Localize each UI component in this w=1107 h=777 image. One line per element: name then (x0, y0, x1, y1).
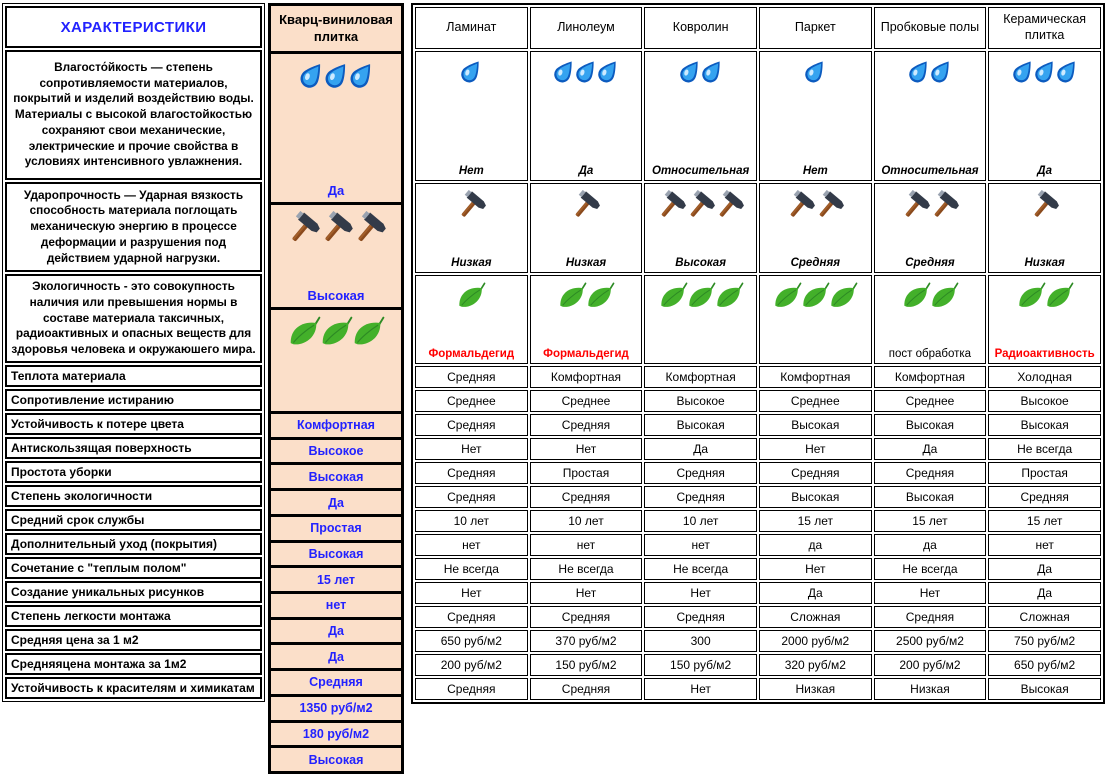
material-rating-cell (988, 275, 1101, 364)
rating-icon-stack (876, 58, 985, 86)
quartz-value-row (270, 644, 403, 670)
material-value-cell: Не всегда (874, 558, 987, 580)
quartz-value-row (270, 541, 403, 567)
material-rating-cell (644, 275, 757, 364)
rating-icon-stack (532, 58, 641, 86)
quartz-value-cell: Высокая (270, 464, 403, 490)
material-value-cell: Высокая (874, 486, 987, 508)
characteristic-row (5, 605, 262, 627)
water-drop-icon (1033, 58, 1057, 86)
material-value-cell: 650 руб/м2 (415, 630, 528, 652)
material-value-cell: Средняя (644, 486, 757, 508)
material-value-cell: Не всегда (988, 438, 1101, 460)
quartz-value-row (270, 721, 403, 747)
material-value-cell: Средняя (759, 462, 872, 484)
materials-value-row (415, 438, 1101, 460)
water-drop-icon (323, 60, 350, 92)
characteristic-label: Сопротивление истиранию (5, 389, 262, 411)
characteristic-label: Устойчивость к потере цвета (5, 413, 262, 435)
material-value-cell: Высокая (759, 414, 872, 436)
rating-icon-stack (417, 190, 526, 221)
quartz-value-row (270, 670, 403, 696)
material-rating-cell (988, 183, 1101, 273)
rating-label: Высокая (307, 288, 365, 304)
characteristic-label: Сочетание с "теплым полом" (5, 557, 262, 579)
material-value-cell: нет (644, 534, 757, 556)
rating-label: Да (1037, 165, 1052, 177)
water-drop-icon (596, 58, 620, 86)
hammer-icon (456, 190, 487, 221)
column-header-material: Керамическая плитка (988, 7, 1101, 49)
leaf-icon (714, 282, 744, 310)
water-drop-icon (907, 58, 931, 86)
column-header-quartz: Кварц-виниловая плитка (270, 5, 403, 53)
hammer-icon (1029, 190, 1060, 221)
materials-rating-row (415, 183, 1101, 273)
rating-icon-stack (876, 282, 985, 310)
quartz-value-row (270, 618, 403, 644)
hammer-icon (319, 211, 354, 246)
material-value-cell: 650 руб/м2 (988, 654, 1101, 676)
material-value-cell: Средняя (530, 486, 643, 508)
quartz-value-cell: Высокая (270, 541, 403, 567)
hammer-icon (814, 190, 845, 221)
characteristic-row (5, 509, 262, 531)
characteristic-label: Создание уникальных рисунков (5, 581, 262, 603)
rating-label: Средняя (790, 257, 841, 269)
hammer-icon (656, 190, 687, 221)
material-value-cell: Нет (759, 438, 872, 460)
materials-value-row (415, 366, 1101, 388)
rating-icon-stack (761, 190, 870, 221)
water-drop-icon (678, 58, 702, 86)
quartz-value-cell: 15 лет (270, 567, 403, 593)
material-value-cell: Нет (874, 582, 987, 604)
quartz-value-cell: Да (270, 644, 403, 670)
characteristic-description: Влагосто́йкость — степень сопротивляемости материалов, покрытий и изделий воздействию воды. Материалы с высокой влагостойкостью сохраняют свои механические, электрические и прочие свойства в условиях интенсивного увлажнения. (5, 50, 262, 180)
characteristic-label: Средняяцена монтажа за 1м2 (5, 653, 262, 675)
quartz-value-cell: Да (270, 490, 403, 516)
material-value-cell: Низкая (874, 678, 987, 700)
hammer-icon (286, 211, 321, 246)
quartz-rating-cell (270, 53, 403, 204)
characteristic-label: Простота уборки (5, 461, 262, 483)
material-value-cell: 300 (644, 630, 757, 652)
leaf-icon (828, 282, 858, 310)
material-value-cell: Сложная (988, 606, 1101, 628)
materials-value-row (415, 534, 1101, 556)
rating-icon-stack (761, 282, 870, 310)
quartz-value-row (270, 515, 403, 541)
rating-label: Формальдегид (543, 348, 629, 360)
materials-value-row (415, 630, 1101, 652)
material-rating-cell (874, 275, 987, 364)
characteristic-row (5, 485, 262, 507)
water-drop-icon (700, 58, 724, 86)
quartz-value-row (270, 464, 403, 490)
leaf-icon (686, 282, 716, 310)
characteristic-label: Антискользящая поверхность (5, 437, 262, 459)
quartz-rating-cell (270, 309, 403, 413)
material-value-cell: нет (415, 534, 528, 556)
material-value-cell: Да (644, 438, 757, 460)
characteristic-label: Устойчивость к красителям и химикатам (5, 677, 262, 699)
rating-icon-stack (532, 282, 641, 310)
material-value-cell: Средняя (874, 606, 987, 628)
rating-icon-stack (417, 282, 526, 310)
leaf-icon (1044, 282, 1074, 310)
quartz-value-row (270, 695, 403, 721)
quartz-value-cell: 180 руб/м2 (270, 721, 403, 747)
material-rating-cell (415, 183, 528, 273)
material-value-cell: Да (759, 582, 872, 604)
leaf-icon (929, 282, 959, 310)
column-header-material: Паркет (759, 7, 872, 49)
material-value-cell: Средняя (415, 462, 528, 484)
water-drop-icon (348, 60, 375, 92)
characteristics-table (2, 3, 265, 702)
hammer-icon (714, 190, 745, 221)
material-rating-cell (874, 183, 987, 273)
page-title: ХАРАКТЕРИСТИКИ (5, 6, 262, 48)
material-value-cell: 15 лет (759, 510, 872, 532)
leaf-icon (901, 282, 931, 310)
rating-label: Да (327, 183, 345, 199)
water-drop-icon (1011, 58, 1035, 86)
material-value-cell: Сложная (759, 606, 872, 628)
quartz-value-row (270, 490, 403, 516)
material-value-cell: да (874, 534, 987, 556)
materials-rating-row (415, 51, 1101, 181)
material-value-cell: Холодная (988, 366, 1101, 388)
rating-label: Низкая (565, 257, 607, 269)
material-value-cell: 2500 руб/м2 (874, 630, 987, 652)
characteristic-label: Дополнительный уход (покрытия) (5, 533, 262, 555)
material-rating-cell (759, 183, 872, 273)
material-value-cell: 200 руб/м2 (415, 654, 528, 676)
material-rating-cell (530, 275, 643, 364)
material-value-cell: нет (530, 534, 643, 556)
material-value-cell: Средняя (530, 606, 643, 628)
material-value-cell: Высокое (988, 390, 1101, 412)
leaf-icon (800, 282, 830, 310)
material-rating-cell (415, 275, 528, 364)
characteristic-row (5, 557, 262, 579)
rating-label: Относительная (881, 165, 979, 177)
water-drop-icon (459, 58, 483, 86)
characteristic-row (5, 50, 262, 180)
quartz-rating-cell (270, 204, 403, 309)
characteristic-description: Ударопрочность — Ударная вязкость способность материала поглощать механическую энергию в процессе деформации и разрушения под действием ударной нагрузки. (5, 182, 262, 272)
characteristic-row (5, 389, 262, 411)
materials-rating-row (415, 275, 1101, 364)
materials-value-row (415, 678, 1101, 700)
materials-value-row (415, 390, 1101, 412)
leaf-icon (658, 282, 688, 310)
characteristic-row (5, 413, 262, 435)
quartz-value-cell: Высокая (270, 747, 403, 773)
rating-label: пост обработка (888, 348, 972, 360)
material-value-cell: Нет (644, 582, 757, 604)
characteristic-label: Средний срок службы (5, 509, 262, 531)
materials-value-row (415, 654, 1101, 676)
material-value-cell: Высокая (759, 486, 872, 508)
material-value-cell: 2000 руб/м2 (759, 630, 872, 652)
rating-label: Низкая (451, 257, 492, 269)
leaf-icon (585, 282, 615, 310)
leaf-icon (287, 316, 321, 348)
rating-icon-stack (417, 58, 526, 86)
quartz-value-cell: нет (270, 592, 403, 618)
quartz-vinyl-column (268, 3, 404, 774)
characteristic-row (5, 274, 262, 363)
water-drop-icon (298, 60, 325, 92)
leaf-icon (319, 316, 353, 348)
material-value-cell: Не всегда (644, 558, 757, 580)
materials-value-row (415, 582, 1101, 604)
material-value-cell: Высокая (644, 414, 757, 436)
material-value-cell: Низкая (759, 678, 872, 700)
material-value-cell: Высокая (988, 678, 1101, 700)
material-value-cell: 200 руб/м2 (874, 654, 987, 676)
rating-label: Формальдегид (428, 348, 515, 360)
characteristic-row (5, 437, 262, 459)
quartz-value-cell: Комфортная (270, 413, 403, 439)
column-header-material: Ламинат (415, 7, 528, 49)
leaf-icon (351, 316, 385, 348)
material-value-cell: Комфортная (530, 366, 643, 388)
material-value-cell: Средняя (530, 414, 643, 436)
materials-value-row (415, 414, 1101, 436)
material-value-cell: 370 руб/м2 (530, 630, 643, 652)
quartz-rating-row (270, 309, 403, 413)
material-value-cell: Высокая (874, 414, 987, 436)
material-value-cell: Не всегда (530, 558, 643, 580)
hammer-icon (570, 190, 601, 221)
water-drop-icon (803, 58, 827, 86)
material-value-cell: Высокая (988, 414, 1101, 436)
material-value-cell: Нет (644, 678, 757, 700)
materials-value-row (415, 606, 1101, 628)
materials-value-row (415, 558, 1101, 580)
characteristic-row (5, 581, 262, 603)
material-value-cell: Нет (415, 438, 528, 460)
material-value-cell: Да (874, 438, 987, 460)
hammer-icon (900, 190, 931, 221)
quartz-value-row (270, 413, 403, 439)
material-value-cell: Да (988, 582, 1101, 604)
material-value-cell: Средняя (644, 606, 757, 628)
rating-icon-stack (646, 282, 755, 310)
material-rating-cell (874, 51, 987, 181)
material-value-cell: Простая (988, 462, 1101, 484)
material-value-cell: Средняя (874, 462, 987, 484)
hammer-icon (685, 190, 716, 221)
material-rating-cell (530, 51, 643, 181)
material-value-cell: 10 лет (644, 510, 757, 532)
hammer-icon (785, 190, 816, 221)
material-rating-cell (759, 275, 872, 364)
material-rating-cell (415, 51, 528, 181)
material-value-cell: Средняя (415, 366, 528, 388)
materials-value-row (415, 462, 1101, 484)
material-value-cell: Нет (530, 582, 643, 604)
rating-label: Нет (802, 165, 828, 177)
quartz-value-cell: 1350 руб/м2 (270, 695, 403, 721)
water-drop-icon (1055, 58, 1079, 86)
material-value-cell: да (759, 534, 872, 556)
rating-label: Радиоактивность (994, 348, 1095, 360)
quartz-value-cell: Высокое (270, 438, 403, 464)
rating-icon-stack (646, 190, 755, 221)
characteristic-row (5, 629, 262, 651)
rating-icon-stack (876, 190, 985, 221)
quartz-value-cell: Да (270, 618, 403, 644)
materials-value-row (415, 510, 1101, 532)
characteristic-row (5, 461, 262, 483)
material-value-cell: Высокое (644, 390, 757, 412)
rating-label: Высокая (675, 257, 726, 269)
material-value-cell: Нет (759, 558, 872, 580)
characteristic-row (5, 533, 262, 555)
quartz-rating-row (270, 53, 403, 204)
leaf-icon (456, 282, 486, 310)
characteristic-row (5, 677, 262, 699)
leaf-icon (557, 282, 587, 310)
quartz-value-row (270, 592, 403, 618)
rating-icon-stack (990, 58, 1099, 86)
material-value-cell: 150 руб/м2 (644, 654, 757, 676)
materials-table (411, 3, 1105, 704)
characteristic-label: Степень экологичности (5, 485, 262, 507)
rating-icon-stack (990, 190, 1099, 221)
material-value-cell: 150 руб/м2 (530, 654, 643, 676)
material-rating-cell (759, 51, 872, 181)
quartz-value-cell: Простая (270, 515, 403, 541)
hammer-icon (352, 211, 387, 246)
material-value-cell: Средняя (415, 678, 528, 700)
rating-label: Да (578, 165, 594, 177)
rating-icon-stack (761, 58, 870, 86)
materials-value-row (415, 486, 1101, 508)
rating-icon-stack (272, 316, 400, 348)
rating-icon-stack (272, 60, 400, 92)
material-value-cell: 750 руб/м2 (988, 630, 1101, 652)
column-header-material: Ковролин (644, 7, 757, 49)
column-header-material: Линолеум (530, 7, 643, 49)
material-rating-cell (988, 51, 1101, 181)
column-header-material: Пробковые полы (874, 7, 987, 49)
hammer-icon (929, 190, 960, 221)
material-value-cell: 10 лет (415, 510, 528, 532)
material-value-cell: Простая (530, 462, 643, 484)
material-rating-cell (530, 183, 643, 273)
material-value-cell: Среднее (415, 390, 528, 412)
rating-label: Средняя (905, 257, 955, 269)
material-value-cell: Средняя (415, 606, 528, 628)
characteristic-row (5, 365, 262, 387)
characteristic-description: Экологичность - это совокупность наличия или превышения нормы в составе материала таксичных, радиоактивных и опасных веществ для здоровья человека и окружаюшего мира. (5, 274, 262, 363)
characteristic-row (5, 182, 262, 272)
material-value-cell: Да (988, 558, 1101, 580)
material-rating-cell (644, 183, 757, 273)
characteristic-row (5, 653, 262, 675)
material-value-cell: 320 руб/м2 (759, 654, 872, 676)
characteristic-label: Средняя цена за 1 м2 (5, 629, 262, 651)
quartz-value-row (270, 438, 403, 464)
material-value-cell: Средняя (988, 486, 1101, 508)
material-value-cell: Среднее (874, 390, 987, 412)
material-value-cell: Средняя (415, 486, 528, 508)
quartz-value-cell: Средняя (270, 670, 403, 696)
characteristic-label: Теплота материала (5, 365, 262, 387)
material-value-cell: 15 лет (874, 510, 987, 532)
material-value-cell: Среднее (759, 390, 872, 412)
rating-icon-stack (532, 190, 641, 221)
water-drop-icon (552, 58, 576, 86)
material-value-cell: Комфортная (644, 366, 757, 388)
material-value-cell: Нет (415, 582, 528, 604)
quartz-value-row (270, 747, 403, 773)
material-value-cell: Комфортная (874, 366, 987, 388)
material-value-cell: Средняя (415, 414, 528, 436)
quartz-rating-row (270, 204, 403, 309)
rating-icon-stack (990, 282, 1099, 310)
water-drop-icon (929, 58, 953, 86)
material-value-cell: Не всегда (415, 558, 528, 580)
material-value-cell: Нет (530, 438, 643, 460)
material-rating-cell (644, 51, 757, 181)
material-value-cell: Среднее (530, 390, 643, 412)
material-value-cell: Средняя (644, 462, 757, 484)
rating-icon-stack (272, 211, 400, 246)
material-value-cell: 15 лет (988, 510, 1101, 532)
material-value-cell: Комфортная (759, 366, 872, 388)
material-value-cell: Средняя (530, 678, 643, 700)
leaf-icon (772, 282, 802, 310)
rating-label: Относительная (652, 165, 750, 177)
quartz-value-row (270, 567, 403, 593)
water-drop-icon (574, 58, 598, 86)
characteristic-label: Степень легкости монтажа (5, 605, 262, 627)
rating-label: Нет (458, 165, 484, 177)
rating-label: Низкая (1024, 257, 1065, 269)
leaf-icon (1016, 282, 1046, 310)
material-value-cell: нет (988, 534, 1101, 556)
material-value-cell: 10 лет (530, 510, 643, 532)
rating-icon-stack (646, 58, 755, 86)
